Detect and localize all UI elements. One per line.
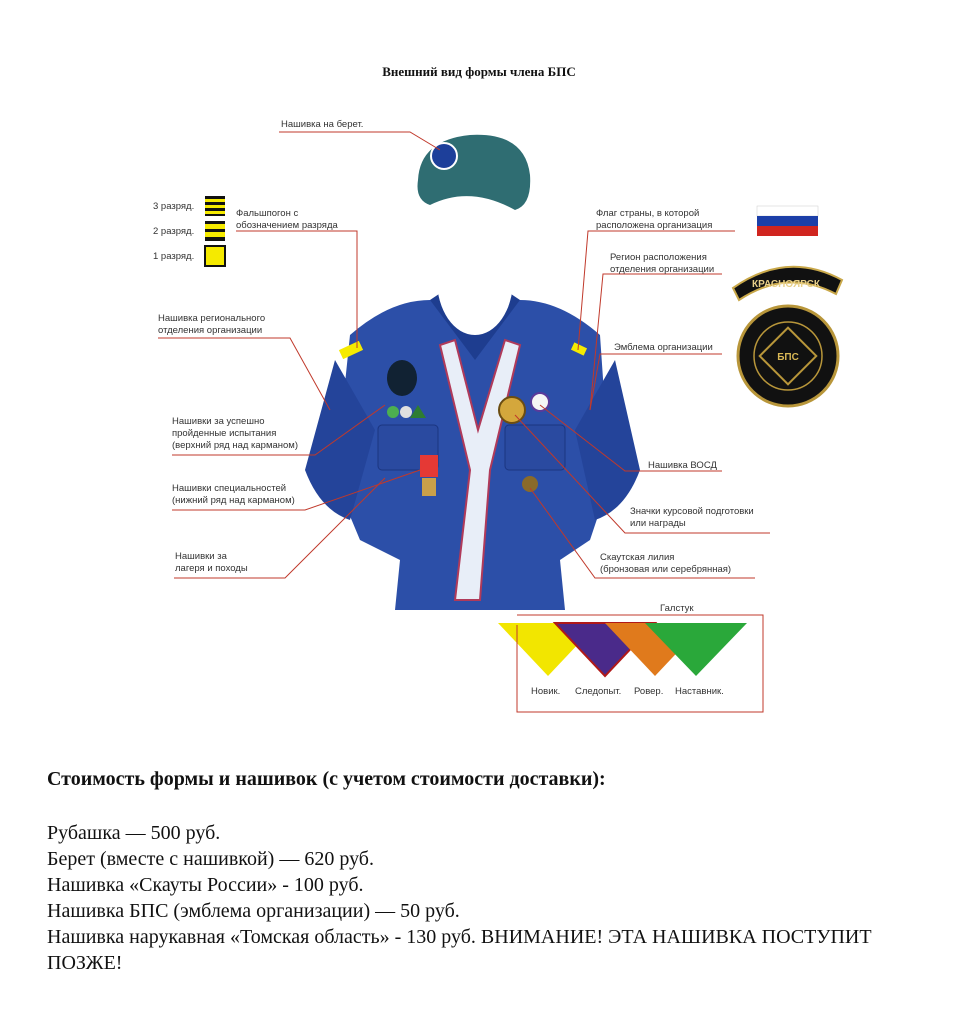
label-beret-patch: Нашивка на берет. — [281, 119, 364, 130]
tie-legend — [498, 623, 747, 676]
region-arc-patch — [733, 267, 842, 300]
label-course-badges: Значки курсовой подготовки или награды — [630, 506, 754, 529]
shirt — [305, 225, 640, 610]
tie-label-novik: Новик. — [531, 686, 561, 697]
specialty-patch-icon — [420, 455, 438, 477]
label-rank-2: 2 разряд. — [153, 226, 195, 237]
label-regional-patch: Нашивка регионального отделения организации — [158, 313, 266, 336]
label-region-patch: Регион расположения отделения организации — [610, 252, 715, 275]
scout-lily-icon — [522, 476, 538, 492]
course-badge-icon — [499, 397, 525, 423]
label-tests-patches: Нашивки за успешно пройденные испытания (верхний ряд над карманом) — [172, 416, 299, 451]
svg-text:КРАСНОЯРСК: КРАСНОЯРСК — [752, 279, 820, 290]
label-rank-1: 1 разряд. — [153, 251, 195, 262]
price-heading: Стоимость формы и нашивок (с учетом стоимости доставки): — [47, 768, 606, 790]
price-item: Берет (вместе с нашивкой) — 620 руб. — [47, 848, 374, 870]
label-camp-patches: Нашивки за лагеря и походы — [175, 551, 248, 574]
tie-label-rover: Ровер. — [634, 686, 664, 697]
label-scout-lily: Скаутская лилия (бронзовая или серебрянная) — [600, 552, 732, 575]
regional-patch-icon — [387, 360, 417, 396]
price-item: Рубашка — 500 руб. — [47, 822, 221, 844]
price-item: Нашивка «Скауты России» - 100 руб. — [47, 874, 364, 896]
organization-emblem-icon — [738, 306, 838, 406]
rank-legend — [205, 196, 225, 266]
label-vosd-patch: Нашивка ВОСД — [648, 460, 717, 471]
tie-label-sledopyt: Следопыт. — [575, 686, 622, 697]
label-rank-3: 3 разряд. — [153, 201, 195, 212]
label-country-flag: Флаг страны, в которой расположена организация — [596, 208, 713, 231]
tie-label-nastavnik: Наставник. — [675, 686, 724, 697]
price-list — [47, 820, 927, 976]
russia-flag-icon — [757, 206, 818, 236]
label-tie: Галстук — [660, 603, 694, 614]
price-item: Нашивка нарукавная «Томская область» - 130 руб. ВНИМАНИЕ! ЭТА НАШИВКА ПОСТУПИТ ПОЗЖЕ! — [47, 926, 872, 974]
diagram-title: Внешний вид формы члена БПС — [382, 64, 576, 79]
svg-text:БПС: БПС — [777, 352, 799, 363]
label-shoulder-board: Фальшпогон с обозначением разряда — [236, 208, 338, 231]
price-item: Нашивка БПС (эмблема организации) — 50 руб. — [47, 900, 460, 922]
label-emblem: Эмблема организации — [614, 342, 713, 353]
vosd-patch-icon — [531, 393, 549, 411]
label-specialty-patches: Нашивки специальностей (нижний ряд над карманом) — [172, 483, 295, 506]
